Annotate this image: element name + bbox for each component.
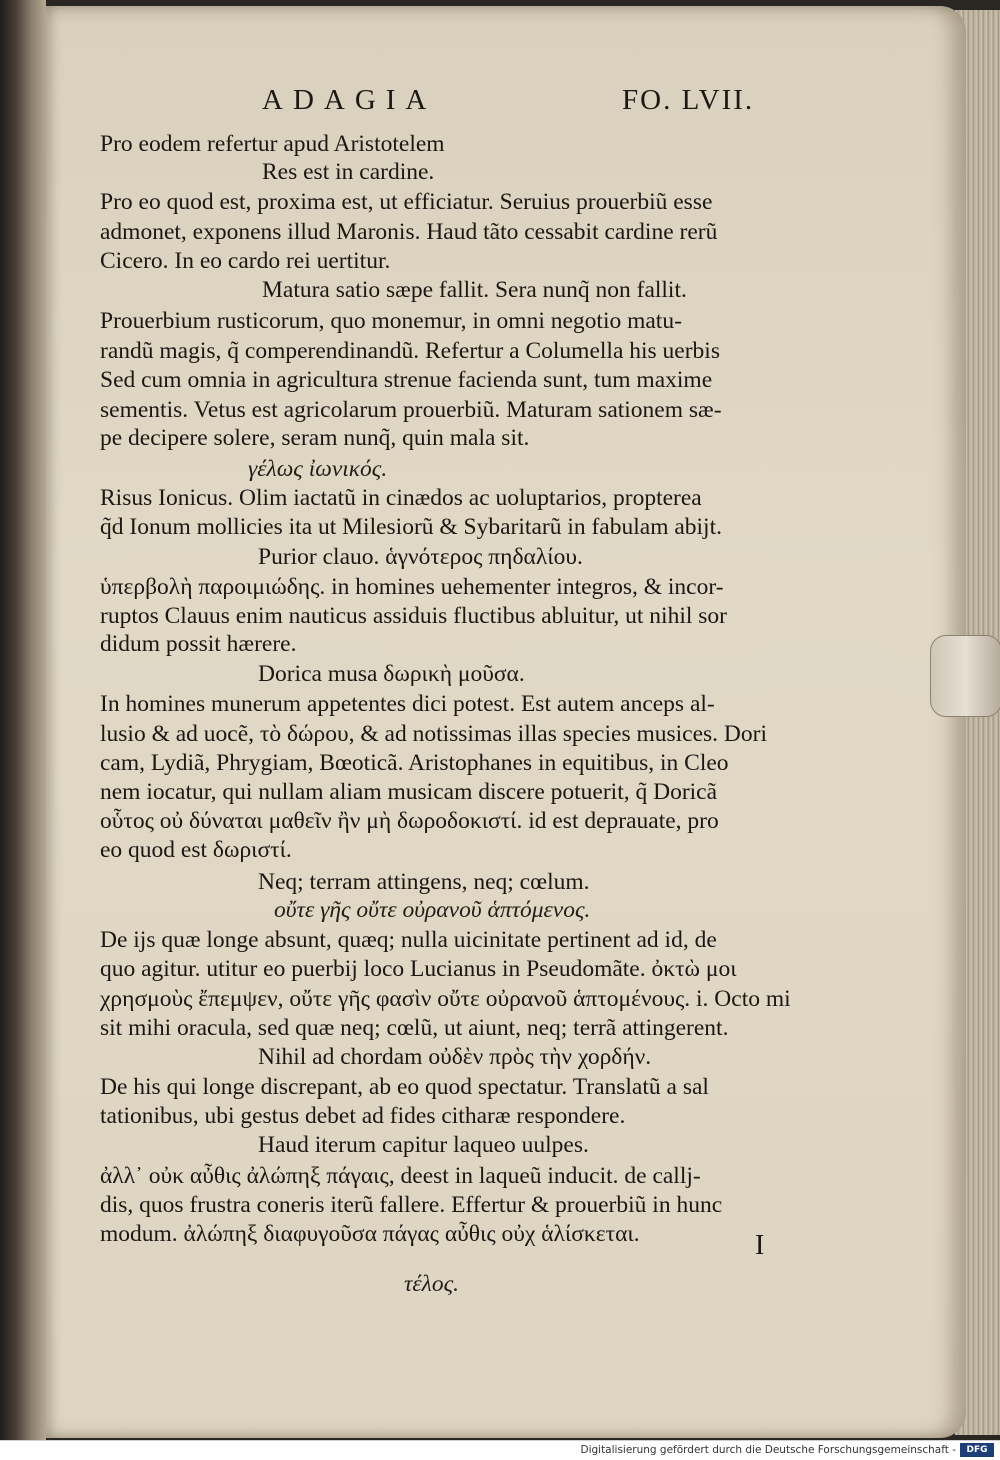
header-title: ADAGIA xyxy=(262,84,437,116)
adage-heading: Haud iterum capitur laqueo uulpes. xyxy=(258,1132,589,1158)
text-line: sit mihi oracula, sed quæ neq; cœlũ, ut aiunt, neq; terrã attingerent. xyxy=(100,1015,729,1041)
text-line: ὑπερβολὴ παροιμιώδης. in homines uehementer integros, & incor- xyxy=(100,574,724,600)
greek-heading: οὔτε γῆς οὔτε οὐρανοῦ ἁπτόμενος. xyxy=(274,897,591,923)
adage-heading: Res est in cardine. xyxy=(262,159,435,185)
text-line: eo quod est δωριστί. xyxy=(100,837,292,863)
digitization-footer xyxy=(0,1440,1000,1460)
text-line: Prouerbium rusticorum, quo monemur, in omni negotio matu- xyxy=(100,308,682,334)
text-line: admonet, exponens illud Maronis. Haud tãto cessabit cardine rerũ xyxy=(100,219,718,245)
text-line: Cicero. In eo cardo rei uertitur. xyxy=(100,248,391,274)
text-line: nem iocatur, qui nullam aliam musicam discere potuerit, q̃ Doricã xyxy=(100,779,718,805)
text-line: In homines munerum appetentes dici potest. Est autem anceps al- xyxy=(100,691,715,717)
text-line: quo agitur. utitur eo puerbij loco Lucianus in Pseudomãte. ὀκτὼ μοι xyxy=(100,956,737,982)
text-line: Pro eodem refertur apud Aristotelem xyxy=(100,131,445,157)
text-line: οὗτος οὐ δύναται μαθεῖν ἢν μὴ δωροδοκιστί. id est deprauate, pro xyxy=(100,808,719,834)
text-line: sementis. Vetus est agricolarum prouerbiũ. Maturam sationem sæ- xyxy=(100,397,722,423)
end-mark: τέλος. xyxy=(404,1271,460,1297)
book-gutter-edge xyxy=(0,0,46,1440)
adage-heading: Dorica musa δωρικὴ μοῦσα. xyxy=(258,661,525,687)
text-line: ruptos Clauus enim nauticus assiduis fluctibus abluitur, ut nihil sor xyxy=(100,603,727,629)
text-line: didum possit hærere. xyxy=(100,631,297,657)
folio-number: FO. LVII. xyxy=(622,84,755,116)
text-line: χρησμοὺς ἔπεμψεν, οὔτε γῆς φασὶν οὔτε οὐρανοῦ ἁπτομένους. i. Octo mi xyxy=(100,986,791,1012)
adage-heading: Matura satio sæpe fallit. Sera nunq̃ non fallit. xyxy=(262,277,687,303)
text-line: dis, quos frustra coneris iterũ fallere. Effertur & prouerbiũ in hunc xyxy=(100,1192,723,1218)
text-line: ἀλλ᾽ οὐκ αὖθις ἀλώπηξ πάγαις, deest in laqueũ inducit. de callj- xyxy=(100,1163,701,1189)
greek-heading: γέλως ἰωνικός. xyxy=(248,456,388,482)
text-line: modum. ἀλώπηξ διαφυγοῦσα πάγας αὖθις οὐχ ἁλίσκεται. xyxy=(100,1221,640,1247)
text-line: De his qui longe discrepant, ab eo quod spectatur. Translatũ a sal xyxy=(100,1074,709,1100)
text-line: Pro eo quod est, proxima est, ut efficiatur. Seruius prouerbiũ esse xyxy=(100,189,713,215)
funding-credit: Digitalisierung gefördert durch die Deutsche Forschungsgemeinschaft - xyxy=(580,1444,956,1456)
adage-heading: Purior clauo. ἁγνότερος πηδαλίου. xyxy=(258,544,583,570)
text-line: pe decipere solere, seram nunq̃, quin mala sit. xyxy=(100,425,530,451)
adage-heading: Neq; terram attingens, neq; cœlum. xyxy=(258,869,590,895)
text-line: tationibus, ubi gestus debet ad fides citharæ respondere. xyxy=(100,1103,626,1129)
text-line: Risus Ionicus. Olim iactatũ in cinædos ac uoluptarios, propterea xyxy=(100,485,702,511)
dfg-logo: DFG xyxy=(960,1443,994,1457)
text-line: randũ magis, q̃ comperendinandũ. Refertur a Columella his uerbis xyxy=(100,338,720,364)
text-line: Sed cum omnia in agricultura strenue facienda sunt, tum maxime xyxy=(100,367,713,393)
signature-mark: I xyxy=(755,1230,765,1261)
bookmark-tab xyxy=(930,635,1000,717)
adage-heading: Nihil ad chordam οὐδὲν πρὸς τὴν χορδήν. xyxy=(258,1044,652,1070)
text-line: q̃d Ionum mollicies ita ut Milesiorũ & Sybaritarũ in fabulam abijt. xyxy=(100,514,722,540)
text-line: De ijs quæ longe absunt, quæq; nulla uicinitate pertinent ad id, de xyxy=(100,927,717,953)
text-line: cam, Lydiã, Phrygiam, Bœoticã. Aristophanes in equitibus, in Cleo xyxy=(100,750,729,776)
text-line: lusio & ad uocẽ, τὸ δώρου, & ad notissimas illas species musices. Dori xyxy=(100,721,767,747)
